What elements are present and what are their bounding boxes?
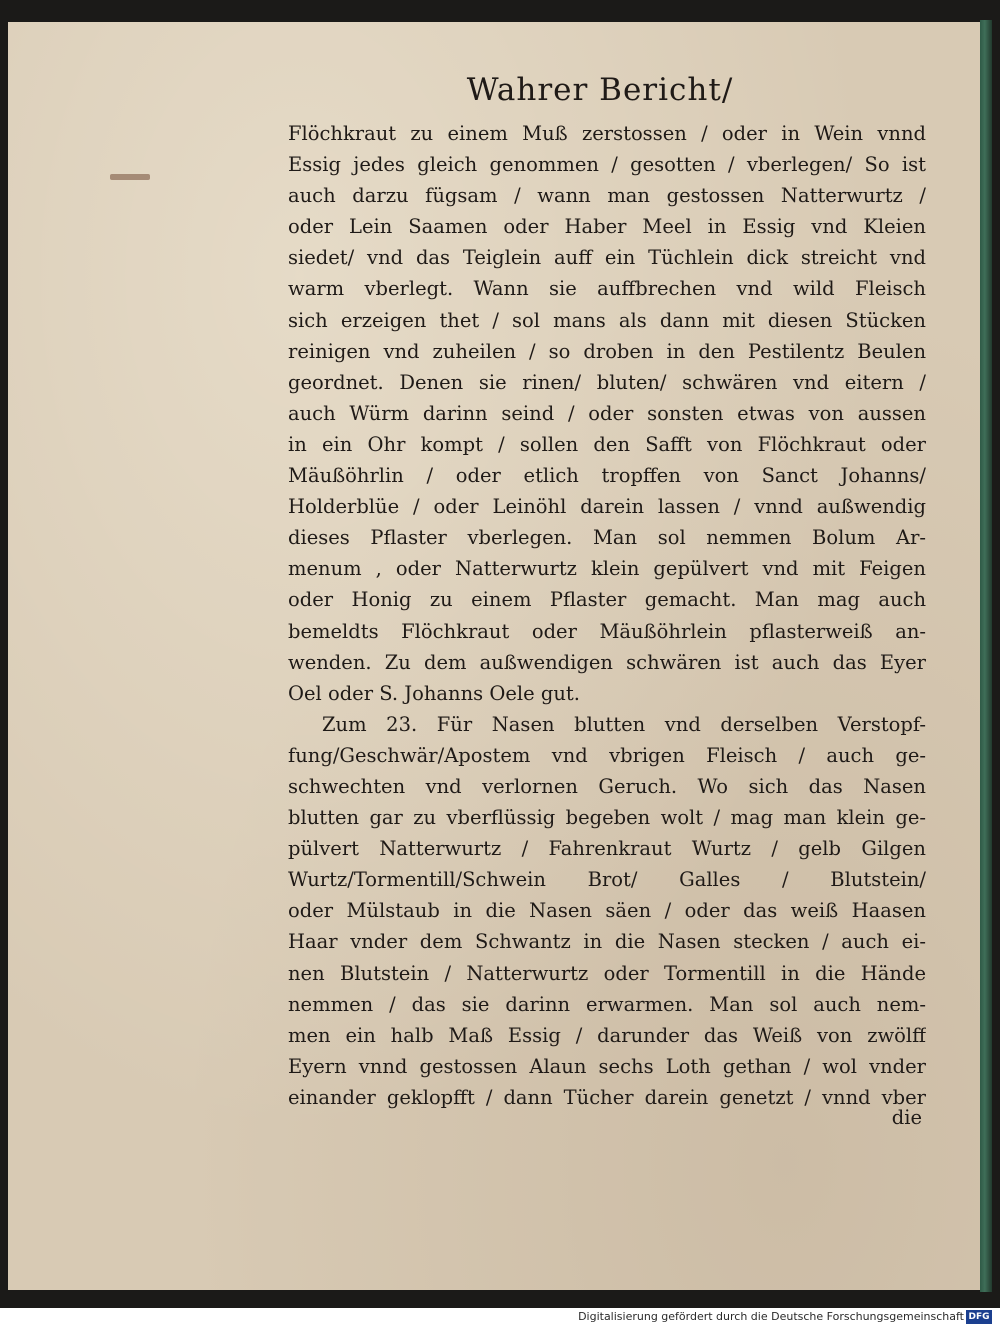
text-line: oder Mülstaub in die Nasen säen / oder das weiß Haasen bbox=[288, 899, 926, 923]
text-line: Eyern vnnd gestossen Alaun sechs Loth gethan / wol vnder bbox=[288, 1054, 926, 1078]
text-line: auch Würm darinn seind / oder sonsten etwas von aussen bbox=[288, 401, 926, 425]
text-line: Oel oder S. Johanns Oele gut. bbox=[288, 681, 580, 705]
catchword: die bbox=[891, 1106, 922, 1129]
text-line: wenden. Zu dem außwendigen schwären ist auch das Eyer bbox=[288, 650, 926, 674]
body-text bbox=[288, 118, 926, 1113]
digitization-credit: Digitalisierung gefördert durch die Deutsche Forschungsgemeinschaft bbox=[578, 1310, 964, 1323]
text-line: men ein halb Maß Essig / darunder das Weiß von zwölff bbox=[288, 1023, 926, 1047]
text-line: pülvert Natterwurtz / Fahrenkraut Wurtz / gelb Gilgen bbox=[288, 837, 926, 861]
text-line: geordnet. Denen sie rinen/ bluten/ schwären vnd eitern / bbox=[288, 370, 926, 394]
text-line: sich erzeigen thet / sol mans als dann mit diesen Stücken bbox=[288, 308, 926, 332]
text-line: bemeldts Flöchkraut oder Mäußöhrlein pflasterweiß an- bbox=[288, 619, 926, 643]
text-line: oder Honig zu einem Pflaster gemacht. Man mag auch bbox=[288, 588, 926, 612]
text-line: oder Lein Saamen oder Haber Meel in Essig vnd Kleien bbox=[288, 215, 926, 239]
text-line: blutten gar zu vberflüssig begeben wolt / mag man klein ge- bbox=[288, 806, 926, 830]
text-line: schwechten vnd verlornen Geruch. Wo sich das Nasen bbox=[288, 774, 926, 798]
text-line: einander geklopfft / dann Tücher darein genetzt / vnnd vber bbox=[288, 1085, 926, 1109]
text-line: auch darzu fügsam / wann man gestossen Natterwurtz / bbox=[288, 184, 926, 208]
section-start-line: Zum 23. Für Nasen blutten vnd derselben Verstopf- bbox=[322, 712, 926, 736]
text-line: reinigen vnd zuheilen / so droben in den Pestilentz Beulen bbox=[288, 339, 926, 363]
ink-stain bbox=[110, 174, 150, 180]
text-line: Mäußöhrlin / oder etlich tropffen von Sanct Johanns/ bbox=[288, 464, 926, 488]
text-line: fung/Geschwär/Apostem vnd vbrigen Fleisch / auch ge- bbox=[288, 743, 926, 767]
text-line: nemmen / das sie darinn erwarmen. Man sol auch nem- bbox=[288, 992, 926, 1016]
text-line: Flöchkraut zu einem Muß zerstossen / oder in Wein vnnd bbox=[288, 122, 926, 145]
text-line: warm vberlegt. Wann sie auffbrechen vnd wild Fleisch bbox=[288, 277, 926, 301]
text-line: nen Blutstein / Natterwurtz oder Tormentill in die Hände bbox=[288, 961, 926, 985]
text-line: menum , oder Natterwurtz klein gepülvert vnd mit Feigen bbox=[288, 557, 926, 581]
book-edge bbox=[980, 20, 992, 1292]
text-line: Essig jedes gleich genommen / gesotten / vberlegen/ So ist bbox=[288, 153, 926, 177]
dfg-logo: DFG bbox=[966, 1310, 992, 1324]
text-line: Haar vnder dem Schwantz in die Nasen stecken / auch ei- bbox=[288, 930, 926, 954]
text-line: siedet/ vnd das Teiglein auff ein Tüchlein dick streicht vnd bbox=[288, 246, 926, 270]
text-line: Wurtz/Tormentill/Schwein Brot/ Galles / Blutstein/ bbox=[288, 868, 926, 892]
running-head: Wahrer Bericht/ bbox=[466, 72, 734, 108]
text-line: in ein Ohr kompt / sollen den Safft von Flöchkraut oder bbox=[288, 432, 926, 456]
text-line: Holderblüe / oder Leinöhl darein lassen / vnnd außwendig bbox=[288, 495, 926, 519]
text-line: dieses Pflaster vberlegen. Man sol nemmen Bolum Ar- bbox=[288, 526, 926, 550]
